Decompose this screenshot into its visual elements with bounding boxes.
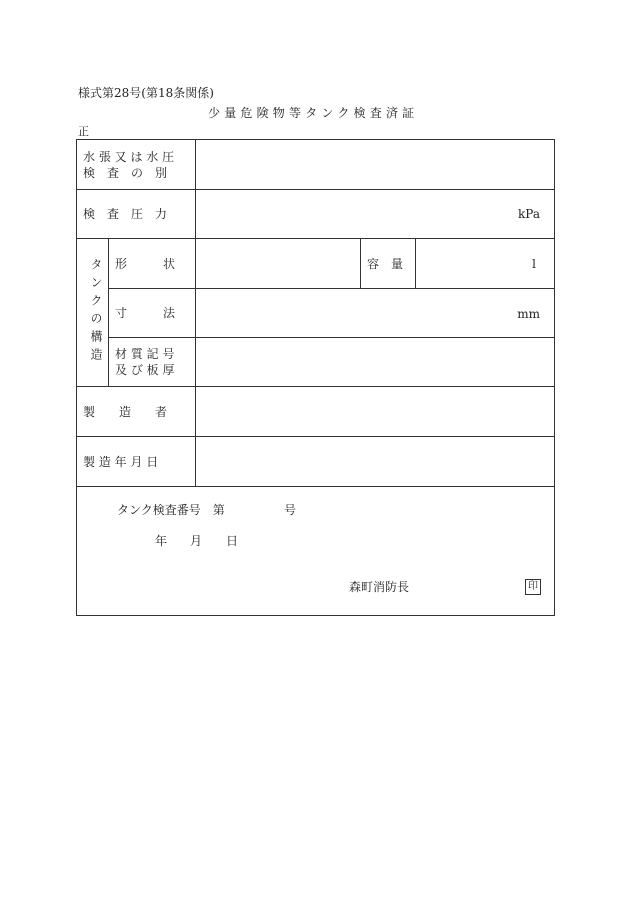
row-divider bbox=[77, 238, 554, 239]
form-number: 様式第28号(第18条関係) bbox=[78, 86, 214, 100]
dimensions-label: 寸 法 bbox=[115, 306, 176, 320]
row-divider bbox=[108, 337, 554, 338]
material-label-line2: 及 び 板 厚 bbox=[115, 363, 175, 377]
date-month: 月 bbox=[190, 534, 203, 548]
row-divider bbox=[77, 436, 554, 437]
date-year: 年 bbox=[155, 534, 168, 548]
dimensions-unit: mm bbox=[517, 307, 540, 321]
row-divider bbox=[77, 189, 554, 190]
manufacturer-label: 製 造 者 bbox=[83, 405, 168, 419]
issuer-name: 森町消防長 bbox=[349, 580, 410, 594]
manufacture-date-label: 製 造 年 月 日 bbox=[83, 455, 159, 469]
water-test-label-line2: 検 査 の 別 bbox=[83, 166, 168, 180]
tank-structure-group-label: タンクの構造 bbox=[89, 258, 103, 366]
document-title: 少量危険物等タンク検査済証 bbox=[208, 106, 419, 120]
date-day: 日 bbox=[226, 534, 239, 548]
capacity-divider bbox=[360, 238, 361, 288]
copy-mark: 正 bbox=[78, 125, 89, 138]
pressure-unit: kPa bbox=[518, 207, 540, 221]
inspection-pressure-label: 検 査 圧 力 bbox=[83, 207, 168, 221]
seal-mark: 印 bbox=[525, 579, 541, 595]
inspection-number-suffix: 号 bbox=[284, 503, 297, 517]
water-test-label-line1: 水 張 又 は 水 圧 bbox=[83, 150, 175, 164]
row-divider bbox=[77, 386, 554, 387]
capacity-unit: l bbox=[532, 257, 536, 271]
group-column-divider bbox=[108, 238, 109, 386]
row-divider bbox=[108, 288, 554, 289]
label-column-divider bbox=[195, 140, 196, 486]
inspection-number-prefix: タンク検査番号 第 bbox=[117, 503, 225, 517]
capacity-divider bbox=[415, 238, 416, 288]
capacity-label: 容 量 bbox=[367, 257, 404, 271]
shape-label: 形 状 bbox=[115, 257, 176, 271]
material-label-line1: 材 質 記 号 bbox=[115, 347, 175, 361]
row-divider bbox=[77, 486, 554, 487]
certificate-table bbox=[76, 139, 555, 616]
